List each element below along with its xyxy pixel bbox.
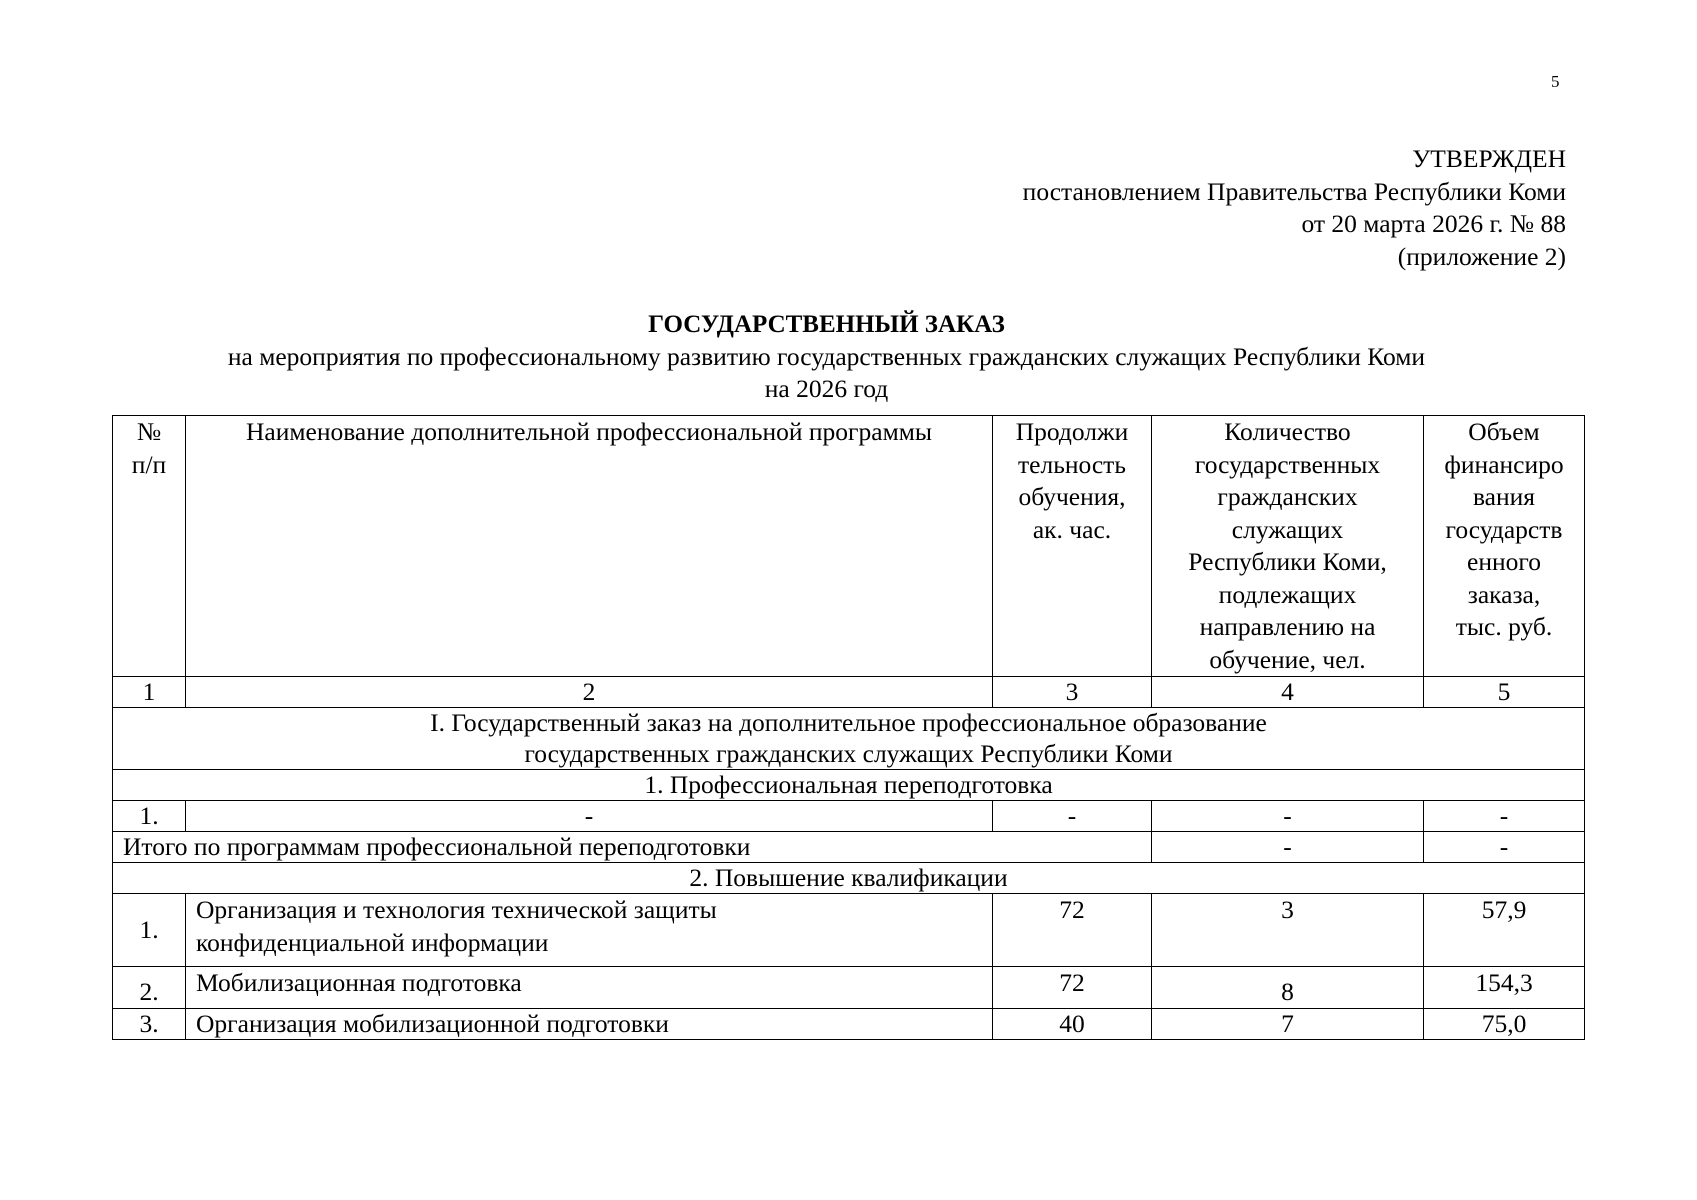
employee-count: 7 [1152, 1009, 1424, 1040]
column-number: 4 [1152, 677, 1424, 708]
employee-count: - [1152, 801, 1424, 832]
program-name: Мобилизационная подготовка [186, 967, 993, 1009]
funding-amount: - [1424, 801, 1585, 832]
header-program-name: Наименование дополнительной профессиональной программы [186, 416, 993, 677]
table-row [113, 801, 1585, 832]
employee-count: 3 [1152, 894, 1424, 967]
funding-amount: 57,9 [1424, 894, 1585, 967]
table-row [113, 967, 1585, 1009]
approval-line-2: постановлением Правительства Республики Коми [1022, 176, 1566, 206]
document-heading [0, 309, 1697, 404]
column-number-row [113, 677, 1585, 708]
funding-amount: 75,0 [1424, 1009, 1585, 1040]
document-title: ГОСУДАРСТВЕННЫЙ ЗАКАЗ [648, 311, 1005, 338]
column-number: 1 [113, 677, 186, 708]
header-number: № п/п [113, 416, 186, 677]
total-funding-amount: - [1424, 832, 1585, 863]
header-employee-count: Количество государственных гражданских служащих Республики Коми, подлежащих направлению на обучение, чел. [1152, 416, 1424, 677]
total-employee-count: - [1152, 832, 1424, 863]
row-number: 3. [113, 1009, 186, 1040]
total-label: Итого по программам профессиональной переподготовки [113, 832, 1152, 863]
row-number: 2. [113, 967, 186, 1009]
row-number: 1. [113, 801, 186, 832]
column-number: 2 [186, 677, 993, 708]
approval-line-4: (приложение 2) [1397, 241, 1566, 271]
program-name: Организация мобилизационной подготовки [186, 1009, 993, 1040]
subsection-row [113, 770, 1585, 801]
table-header-row [113, 416, 1585, 677]
header-funding: Объем финансиро вания государств енного заказа, тыс. руб. [1424, 416, 1585, 677]
program-name: - [186, 801, 993, 832]
approval-line-1: УТВЕРЖДЕН [1412, 144, 1566, 173]
document-year: на 2026 год [764, 374, 889, 403]
subsection-row [113, 863, 1585, 894]
header-duration: Продолжи тельность обучения, ак. час. [993, 416, 1152, 677]
program-name: Организация и технология технической защиты конфиденциальной информации [186, 894, 993, 967]
column-number: 5 [1424, 677, 1585, 708]
table-row [113, 1009, 1585, 1040]
total-row [113, 832, 1585, 863]
subsection-title: 2. Повышение квалификации [113, 863, 1585, 894]
state-order-table [112, 415, 1585, 1040]
column-number: 3 [993, 677, 1152, 708]
approval-line-3: от 20 марта 2026 г. № 88 [1301, 209, 1566, 238]
duration-hours: 72 [993, 967, 1152, 1009]
page-number: 5 [1551, 72, 1560, 91]
duration-hours: - [993, 801, 1152, 832]
document-subtitle: на мероприятия по профессиональному развитию государственных гражданских служащих Республики Коми [227, 342, 1426, 371]
section-title: I. Государственный заказ на дополнительное профессиональное образование государственных гражданских служащих Республики Коми [113, 708, 1585, 770]
duration-hours: 40 [993, 1009, 1152, 1040]
duration-hours: 72 [993, 894, 1152, 967]
table-row [113, 894, 1585, 967]
funding-amount: 154,3 [1424, 967, 1585, 1009]
row-number: 1. [113, 894, 186, 967]
section-row [113, 708, 1585, 770]
approval-block [1023, 143, 1566, 273]
subsection-title: 1. Профессиональная переподготовка [113, 770, 1585, 801]
employee-count: 8 [1152, 967, 1424, 1009]
